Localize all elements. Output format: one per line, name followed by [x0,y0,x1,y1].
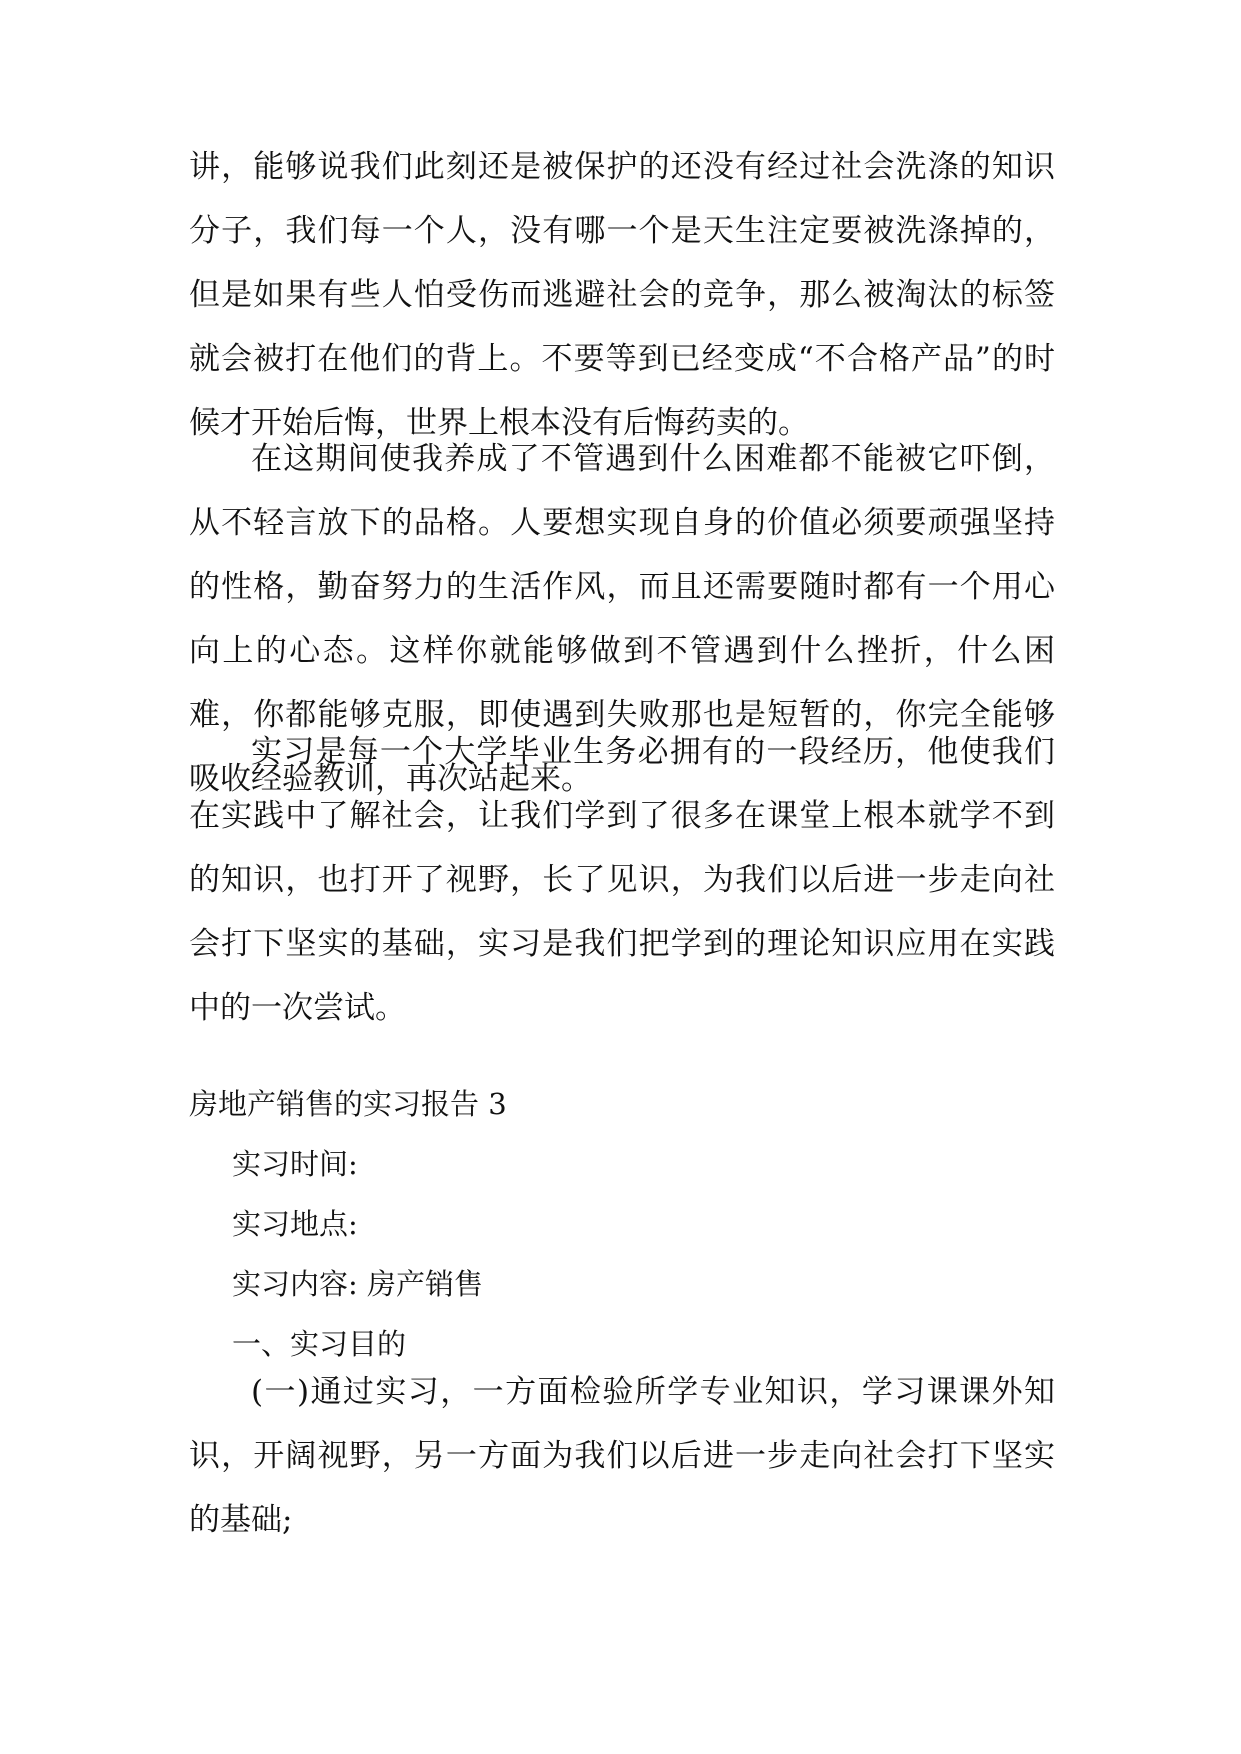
field-internship-content: 实习内容: 房产销售 [232,1267,483,1301]
paragraph-3: 实习是每一个大学毕业生务必拥有的一段经历，他使我们在实践中了解社会，让我们学到了很多在课堂上根本就学不到的知识，也打开了视野，长了见识，为我们以后进一步走向社会打下坚实的基础，实习是我们把学到的理论知识应用在实践中的一次尝试。 [189,734,1055,1026]
paragraph-2: 在这期间使我养成了不管遇到什么困难都不能被它吓倒，从不轻言放下的品格。人要想实现自身的价值必须要顽强坚持的性格，勤奋努力的生活作风，而且还需要随时都有一个用心向上的心态。这样你就能够做到不管遇到什么挫折，什么困难，你都能够克服，即使遇到失败那也是短暂的，你完全能够吸收经验教训，再次站起来。 [189,441,1055,797]
section-title: 房地产销售的实习报告 3 [189,1087,507,1121]
paragraph-1: 讲，能够说我们此刻还是被保护的还没有经过社会洗涤的知识分子，我们每一个人，没有哪一个是天生注定要被洗涤掉的，但是如果有些人怕受伤而逃避社会的竞争，那么被淘汰的标签就会被打在他们的背上。不要等到已经变成“不合格产品”的时候才开始后悔，世界上根本没有后悔药卖的。 [189,149,1055,441]
paragraph-purpose-1: (一)通过实习，一方面检验所学专业知识，学习课课外知识，开阔视野，另一方面为我们以后进一步走向社会打下坚实的基础; [189,1374,1055,1538]
field-internship-time: 实习时间: [232,1147,358,1181]
subheading-purpose: 一、实习目的 [232,1327,407,1361]
field-internship-place: 实习地点: [232,1207,358,1241]
